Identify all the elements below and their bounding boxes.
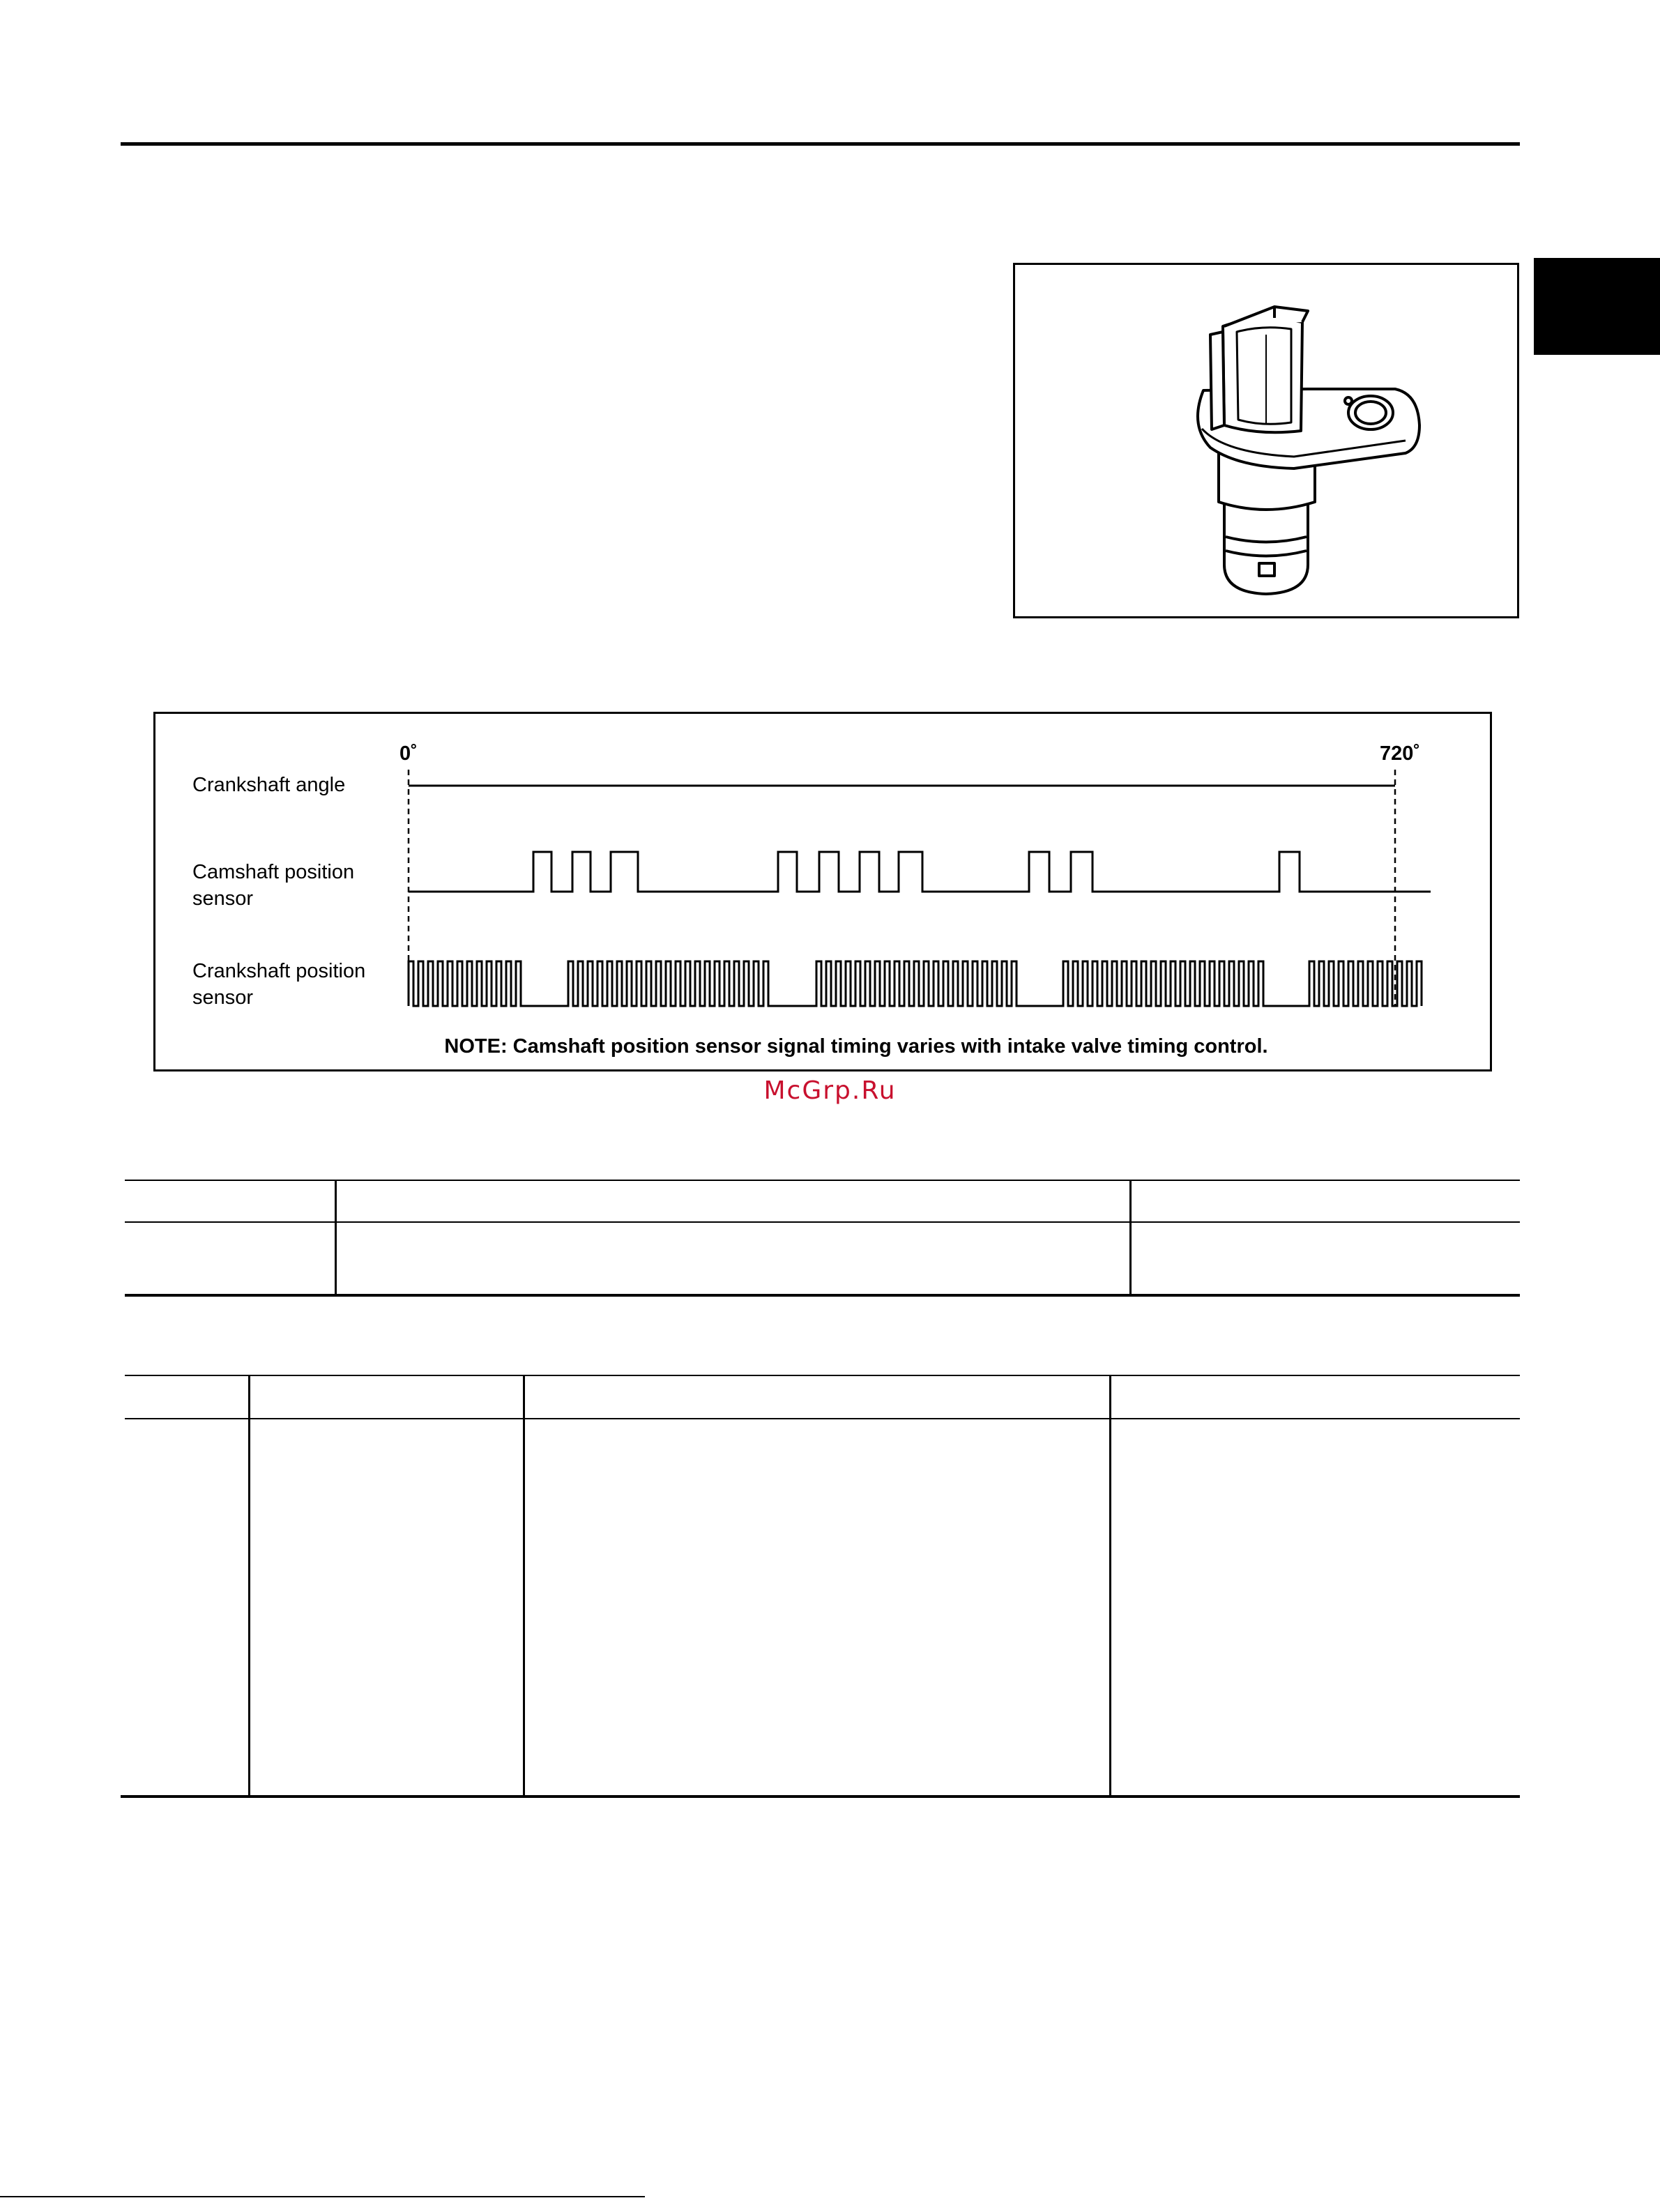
camshaft-position-sensor-icon — [1015, 265, 1517, 616]
table-two-col-divider-1 — [248, 1375, 250, 1795]
camshaft-label-line1: Camshaft position — [192, 861, 355, 883]
camshaft-signal-wave — [409, 852, 1431, 892]
sensor-illustration — [1013, 263, 1519, 618]
footer-rule — [0, 2196, 645, 2197]
table-two-header-rule — [125, 1418, 1520, 1419]
end-angle-label: 720˚ — [1380, 742, 1421, 765]
table-two-bottom-rule — [121, 1795, 1520, 1798]
table-two-top-rule — [125, 1375, 1520, 1376]
header-rule — [121, 142, 1520, 146]
crankshaft-signal-wave — [409, 961, 1422, 1006]
watermark[interactable]: McGrp.Ru — [763, 1076, 897, 1105]
table-one-col-divider-2 — [1129, 1180, 1132, 1294]
start-angle-label: 0˚ — [399, 742, 418, 765]
table-two-col-divider-3 — [1109, 1375, 1111, 1795]
camshaft-label-line2: sensor — [192, 887, 254, 910]
crankshaft-sensor-label-line2: sensor — [192, 986, 254, 1009]
timing-note: NOTE: Camshaft position sensor signal timing varies with intake valve timing control. — [444, 1035, 1268, 1058]
section-tab[interactable] — [1534, 258, 1660, 355]
crankshaft-sensor-label-line1: Crankshaft position — [192, 960, 366, 982]
table-two-col-divider-2 — [523, 1375, 525, 1795]
crankshaft-angle-label: Crankshaft angle — [192, 774, 346, 796]
timing-chart — [153, 712, 1492, 1071]
table-one-bottom-rule — [125, 1294, 1520, 1297]
table-one-col-divider-1 — [335, 1180, 337, 1294]
